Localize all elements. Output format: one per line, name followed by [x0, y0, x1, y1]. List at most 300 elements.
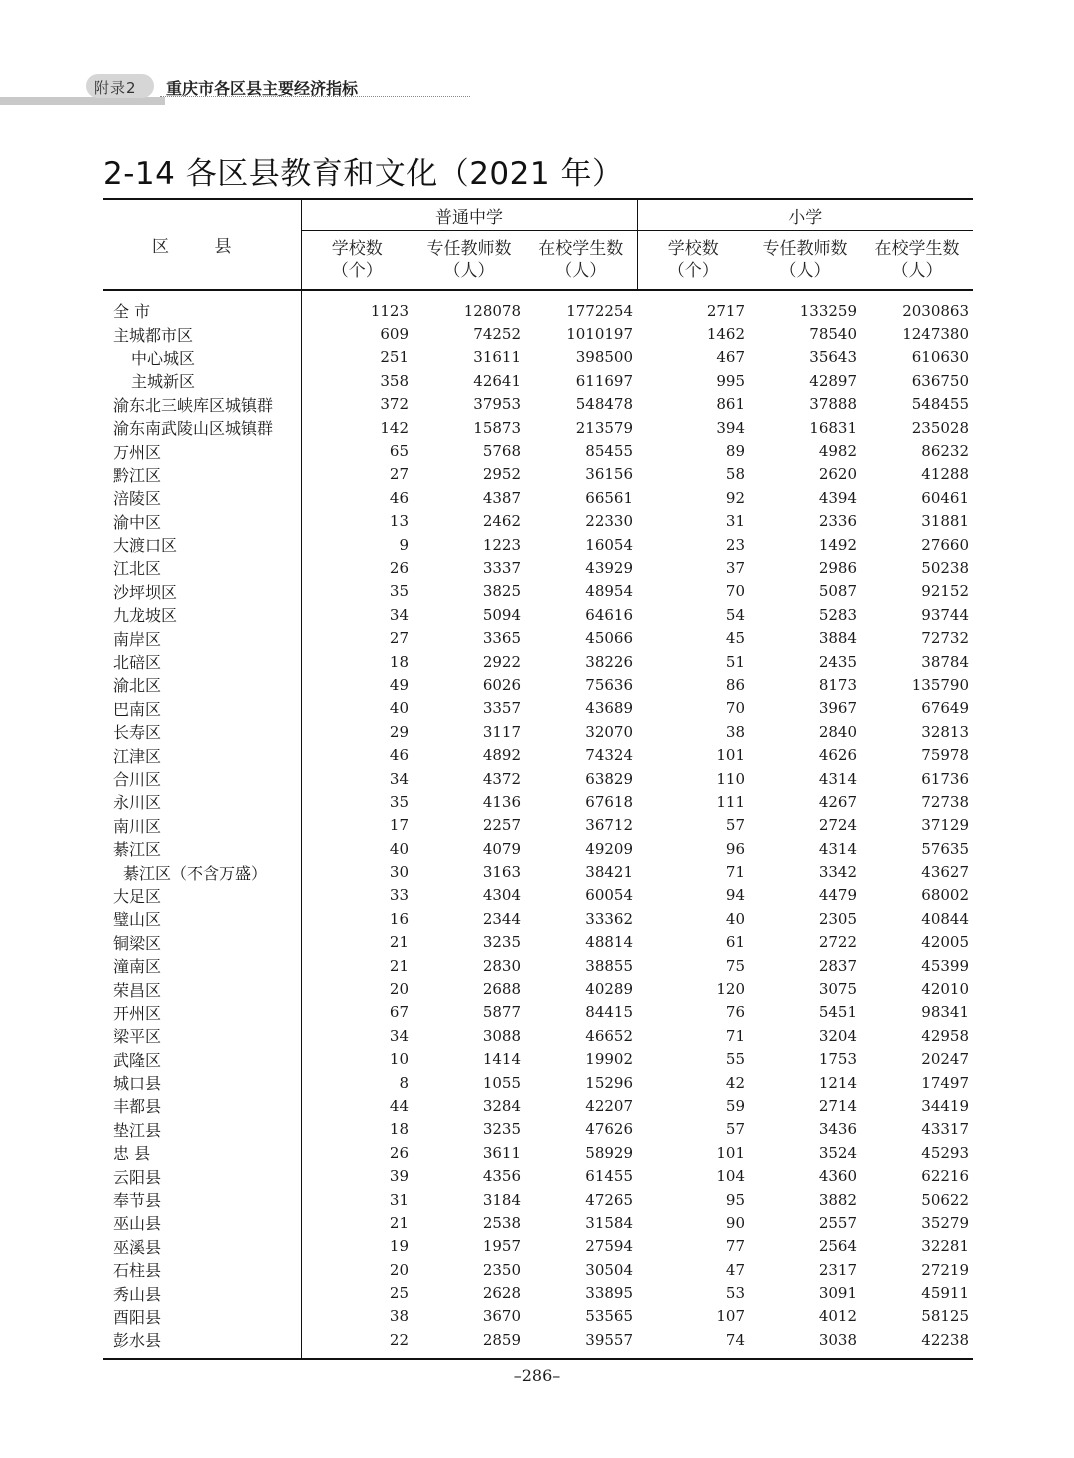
region-name: 酉阳县 — [103, 1305, 301, 1328]
table-cell: 110 — [716, 769, 745, 788]
table-cell: 611697 — [575, 371, 633, 390]
table-cell: 40 — [389, 839, 409, 858]
table-cell: 40289 — [585, 980, 633, 999]
table-row — [103, 743, 973, 766]
region-name: 南岸区 — [103, 626, 301, 649]
table-cell: 3235 — [482, 933, 521, 952]
table-cell: 78540 — [809, 325, 857, 344]
table-cell: 3436 — [818, 1120, 857, 1139]
column-header-name: 学校数 — [331, 239, 383, 259]
table-cell: 5087 — [818, 582, 857, 601]
table-cell: 1753 — [818, 1050, 857, 1069]
table-cell: 8 — [399, 1073, 409, 1092]
table-cell: 43929 — [585, 558, 633, 577]
table-cell: 74 — [637, 1328, 749, 1358]
table-cell: 3524 — [818, 1143, 857, 1162]
table-cell: 3117 — [482, 722, 521, 741]
table-cell: 29 — [389, 722, 409, 741]
table-cell: 37 — [725, 558, 745, 577]
table-cell: 33895 — [585, 1284, 633, 1303]
table-row — [103, 439, 973, 462]
table-cell: 98341 — [921, 1003, 969, 1022]
table-row — [103, 346, 973, 369]
table-cell: 1214 — [818, 1073, 857, 1092]
table-cell: 75 — [725, 956, 745, 975]
table-cell: 2859 — [413, 1328, 525, 1358]
table-cell: 68002 — [921, 886, 969, 905]
region-name: 渝东南武陵山区城镇群 — [103, 416, 301, 439]
table-cell: 75636 — [585, 675, 633, 694]
table-cell: 3088 — [482, 1026, 521, 1045]
column-header — [525, 231, 637, 291]
table-cell: 1772254 — [566, 301, 633, 320]
table-cell: 63829 — [585, 769, 633, 788]
column-header — [861, 231, 973, 291]
table-cell: 3204 — [818, 1026, 857, 1045]
table-cell: 50622 — [921, 1190, 969, 1209]
table-cell: 30504 — [585, 1260, 633, 1279]
table-cell: 75978 — [921, 746, 969, 765]
table-row — [103, 290, 973, 322]
table-cell: 251 — [380, 348, 409, 367]
table-cell: 2435 — [818, 652, 857, 671]
table-cell: 2564 — [818, 1237, 857, 1256]
table-cell: 2305 — [818, 909, 857, 928]
table-row — [103, 369, 973, 392]
region-name: 渝东北三峡库区城镇群 — [103, 393, 301, 416]
table-cell: 49209 — [585, 839, 633, 858]
table-cell: 62216 — [921, 1167, 969, 1186]
table-cell: 2317 — [818, 1260, 857, 1279]
table-cell: 33 — [389, 886, 409, 905]
table-row — [103, 837, 973, 860]
table-row — [103, 1048, 973, 1071]
region-name: 永川区 — [103, 790, 301, 813]
column-header-name: 专任教师数 — [426, 239, 512, 259]
table-cell: 4626 — [818, 746, 857, 765]
header-dotted-rule — [160, 96, 470, 97]
region-name: 开州区 — [103, 1001, 301, 1024]
table-cell: 3825 — [482, 582, 521, 601]
column-header-unit: （人） — [891, 261, 943, 281]
table-cell: 1957 — [482, 1237, 521, 1256]
region-name: 中心城区 — [103, 346, 301, 369]
table-cell: 2688 — [482, 980, 521, 999]
table-cell: 46 — [389, 746, 409, 765]
table-cell: 65 — [389, 442, 409, 461]
column-header — [413, 231, 525, 291]
table-cell: 2344 — [482, 909, 521, 928]
table-cell: 45911 — [921, 1284, 969, 1303]
table-cell: 21 — [389, 956, 409, 975]
table-cell: 45066 — [585, 629, 633, 648]
table-cell: 1414 — [482, 1050, 521, 1069]
column-header-name: 在校学生数 — [538, 239, 624, 259]
table-cell: 86232 — [921, 442, 969, 461]
region-name: 大渡口区 — [103, 533, 301, 556]
region-name: 主城都市区 — [103, 322, 301, 345]
table-cell: 20 — [389, 980, 409, 999]
region-name: 全 市 — [103, 290, 301, 322]
table-cell: 142 — [380, 418, 409, 437]
table-cell: 4479 — [818, 886, 857, 905]
column-header — [301, 231, 413, 291]
table-cell: 53 — [725, 1284, 745, 1303]
table-cell: 21 — [389, 1213, 409, 1232]
table-cell: 67649 — [921, 699, 969, 718]
table-cell: 213579 — [575, 418, 633, 437]
table-cell: 17 — [389, 816, 409, 835]
table-cell: 1055 — [482, 1073, 521, 1092]
table-cell: 4136 — [482, 792, 521, 811]
table-cell: 38 — [389, 1307, 409, 1326]
table-cell: 95 — [725, 1190, 745, 1209]
table-cell: 2717 — [706, 301, 745, 320]
region-name: 巫山县 — [103, 1211, 301, 1234]
table-cell: 70 — [725, 582, 745, 601]
table-cell: 2952 — [482, 465, 521, 484]
table-cell: 3670 — [482, 1307, 521, 1326]
table-cell: 57 — [725, 1120, 745, 1139]
table-cell: 72738 — [921, 792, 969, 811]
table-cell: 42207 — [585, 1096, 633, 1115]
table-cell: 18 — [389, 652, 409, 671]
region-name: 梁平区 — [103, 1024, 301, 1047]
table-cell: 3967 — [818, 699, 857, 718]
table-cell: 1010197 — [566, 325, 633, 344]
table-row — [103, 720, 973, 743]
table-cell: 34 — [389, 605, 409, 624]
region-name: 綦江区（不含万盛） — [103, 860, 301, 883]
region-name: 江北区 — [103, 556, 301, 579]
table-row — [103, 1188, 973, 1211]
table-cell: 372 — [380, 395, 409, 414]
table-cell: 4982 — [818, 442, 857, 461]
table-cell: 70 — [725, 699, 745, 718]
table-cell: 398500 — [575, 348, 633, 367]
table-cell: 85455 — [585, 442, 633, 461]
table-cell: 38 — [725, 722, 745, 741]
table-cell: 42238 — [861, 1328, 973, 1358]
table-cell: 107 — [716, 1307, 745, 1326]
table-cell: 16831 — [809, 418, 857, 437]
table-cell: 8173 — [818, 675, 857, 694]
region-name: 荣昌区 — [103, 977, 301, 1000]
table-cell: 2628 — [482, 1284, 521, 1303]
table-cell: 3882 — [818, 1190, 857, 1209]
table-cell: 33362 — [585, 909, 633, 928]
table-cell: 10 — [389, 1050, 409, 1069]
region-name: 城口县 — [103, 1071, 301, 1094]
table-cell: 47626 — [585, 1120, 633, 1139]
table-cell: 101 — [716, 1143, 745, 1162]
region-name: 奉节县 — [103, 1188, 301, 1211]
table-cell: 74252 — [473, 325, 521, 344]
region-name: 涪陵区 — [103, 486, 301, 509]
table-cell: 5094 — [482, 605, 521, 624]
table-cell: 43317 — [921, 1120, 969, 1139]
table-cell: 548478 — [575, 395, 633, 414]
table-cell: 1247380 — [902, 325, 969, 344]
table-cell: 38855 — [585, 956, 633, 975]
table-cell: 4394 — [818, 488, 857, 507]
table-cell: 67 — [389, 1003, 409, 1022]
table-cell: 548455 — [911, 395, 969, 414]
table-cell: 4387 — [482, 488, 521, 507]
column-header-name: 在校学生数 — [874, 239, 960, 259]
column-header-name: 学校数 — [667, 239, 719, 259]
region-name: 南川区 — [103, 814, 301, 837]
region-name: 巴南区 — [103, 697, 301, 720]
table-cell: 20 — [389, 1260, 409, 1279]
table-row — [103, 533, 973, 556]
table-cell: 4356 — [482, 1167, 521, 1186]
table-cell: 67618 — [585, 792, 633, 811]
table-cell: 26 — [389, 558, 409, 577]
table-cell: 92 — [725, 488, 745, 507]
table-cell: 31881 — [921, 512, 969, 531]
column-header-name: 专任教师数 — [762, 239, 848, 259]
table-cell: 9 — [399, 535, 409, 554]
table-row — [103, 650, 973, 673]
table-cell: 19902 — [585, 1050, 633, 1069]
table-cell: 71 — [725, 863, 745, 882]
table-cell: 3163 — [482, 863, 521, 882]
table-cell: 5877 — [482, 1003, 521, 1022]
table-cell: 358 — [380, 371, 409, 390]
table-cell: 2986 — [818, 558, 857, 577]
table-cell: 58 — [725, 465, 745, 484]
table-cell: 53565 — [585, 1307, 633, 1326]
table-cell: 120 — [716, 980, 745, 999]
table-cell: 60461 — [921, 488, 969, 507]
table-cell: 57 — [725, 816, 745, 835]
table-cell: 2922 — [482, 652, 521, 671]
table-cell: 42641 — [473, 371, 521, 390]
table-row — [103, 931, 973, 954]
table-cell: 34 — [389, 769, 409, 788]
table-cell: 30 — [389, 863, 409, 882]
region-name: 璧山区 — [103, 907, 301, 930]
table-cell: 38784 — [921, 652, 969, 671]
table-cell: 128078 — [463, 301, 521, 320]
table-row — [103, 463, 973, 486]
column-header-unit: （个） — [331, 261, 383, 281]
table-cell: 26 — [389, 1143, 409, 1162]
table-row — [103, 1328, 973, 1358]
region-name: 潼南区 — [103, 954, 301, 977]
table-cell: 39 — [389, 1167, 409, 1186]
table-row — [103, 626, 973, 649]
table-cell: 3884 — [818, 629, 857, 648]
table-cell: 135790 — [911, 675, 969, 694]
table-cell: 35 — [389, 792, 409, 811]
column-header-unit: （个） — [667, 261, 719, 281]
table-cell: 3235 — [482, 1120, 521, 1139]
region-name: 九龙坡区 — [103, 603, 301, 626]
region-name: 江津区 — [103, 743, 301, 766]
table-cell: 46 — [389, 488, 409, 507]
region-name: 忠 县 — [103, 1141, 301, 1164]
region-name: 丰都县 — [103, 1094, 301, 1117]
group-header-primary-school: 小学 — [637, 199, 973, 231]
table-cell: 3184 — [482, 1190, 521, 1209]
table-cell: 5451 — [818, 1003, 857, 1022]
table-cell: 41288 — [921, 465, 969, 484]
table-cell: 72732 — [921, 629, 969, 648]
table-row — [103, 416, 973, 439]
column-header-unit: （人） — [555, 261, 607, 281]
table-cell: 32813 — [921, 722, 969, 741]
table-cell: 45 — [725, 629, 745, 648]
region-name: 合川区 — [103, 767, 301, 790]
table-cell: 90 — [725, 1213, 745, 1232]
table-cell: 23 — [725, 535, 745, 554]
table-cell: 36712 — [585, 816, 633, 835]
group-header-middle-school: 普通中学 — [301, 199, 637, 231]
table-row — [103, 1235, 973, 1258]
table-cell: 32070 — [585, 722, 633, 741]
table-cell: 22330 — [585, 512, 633, 531]
table-cell: 1223 — [482, 535, 521, 554]
table-cell: 111 — [716, 792, 745, 811]
table-cell: 4372 — [482, 769, 521, 788]
table-row — [103, 1281, 973, 1304]
table-cell: 86 — [725, 675, 745, 694]
table-cell: 96 — [725, 839, 745, 858]
table-cell: 3284 — [482, 1096, 521, 1115]
header-accent-bar — [0, 97, 165, 105]
table-cell: 2350 — [482, 1260, 521, 1279]
table-cell: 54 — [725, 605, 745, 624]
table-cell: 609 — [380, 325, 409, 344]
region-name: 綦江区 — [103, 837, 301, 860]
table-cell: 16 — [389, 909, 409, 928]
region-name: 云阳县 — [103, 1164, 301, 1187]
table-cell: 47 — [725, 1260, 745, 1279]
table-cell: 610630 — [911, 348, 969, 367]
table-cell: 39557 — [525, 1328, 637, 1358]
table-cell: 2462 — [482, 512, 521, 531]
table-cell: 43689 — [585, 699, 633, 718]
table-cell: 58125 — [921, 1307, 969, 1326]
table-cell: 51 — [725, 652, 745, 671]
table-cell: 4892 — [482, 746, 521, 765]
table-cell: 45399 — [921, 956, 969, 975]
table-cell: 49 — [389, 675, 409, 694]
table-cell: 50238 — [921, 558, 969, 577]
region-name: 北碚区 — [103, 650, 301, 673]
table-row — [103, 860, 973, 883]
table-cell: 37129 — [921, 816, 969, 835]
page-title: 2-14 各区县教育和文化（2021 年） — [103, 156, 624, 192]
table-cell: 35279 — [921, 1213, 969, 1232]
table-cell: 36156 — [585, 465, 633, 484]
region-name: 石柱县 — [103, 1258, 301, 1281]
table-cell: 27219 — [921, 1260, 969, 1279]
table-cell: 2840 — [818, 722, 857, 741]
table-cell: 27660 — [921, 535, 969, 554]
table-cell: 45293 — [921, 1143, 969, 1162]
table-cell: 57635 — [921, 839, 969, 858]
page-number: –286– — [513, 1366, 561, 1385]
table-cell: 38421 — [585, 863, 633, 882]
table-cell: 18 — [389, 1120, 409, 1139]
table-row — [103, 603, 973, 626]
table-cell: 37888 — [809, 395, 857, 414]
table-cell: 34 — [389, 1026, 409, 1045]
table-row — [103, 580, 973, 603]
table-cell: 3091 — [818, 1284, 857, 1303]
table-cell: 42897 — [809, 371, 857, 390]
table-cell: 40844 — [921, 909, 969, 928]
table-cell: 1492 — [818, 535, 857, 554]
table-row — [103, 767, 973, 790]
table-cell: 4314 — [818, 839, 857, 858]
table-cell: 235028 — [911, 418, 969, 437]
table-row — [103, 393, 973, 416]
table-cell: 15873 — [473, 418, 521, 437]
table-cell: 64616 — [585, 605, 633, 624]
region-name: 铜梁区 — [103, 931, 301, 954]
table-row — [103, 1305, 973, 1328]
table-cell: 84415 — [585, 1003, 633, 1022]
table-row — [103, 790, 973, 813]
region-name: 黔江区 — [103, 463, 301, 486]
table-cell: 27594 — [585, 1237, 633, 1256]
column-header — [749, 231, 861, 291]
table-cell: 17497 — [921, 1073, 969, 1092]
table-cell: 61736 — [921, 769, 969, 788]
table-row — [103, 1024, 973, 1047]
table-cell: 42 — [725, 1073, 745, 1092]
table-row — [103, 1141, 973, 1164]
table-cell: 995 — [716, 371, 745, 390]
table-cell: 2557 — [818, 1213, 857, 1232]
table-row — [103, 486, 973, 509]
table-cell: 93744 — [921, 605, 969, 624]
table-cell: 5283 — [818, 605, 857, 624]
table-cell: 4012 — [818, 1307, 857, 1326]
table-cell: 16054 — [585, 535, 633, 554]
table-cell: 6026 — [482, 675, 521, 694]
table-cell: 3342 — [818, 863, 857, 882]
table-row — [103, 977, 973, 1000]
table-row — [103, 556, 973, 579]
table-cell: 2724 — [818, 816, 857, 835]
table-cell: 31 — [725, 512, 745, 531]
table-cell: 2620 — [818, 465, 857, 484]
table-cell: 2336 — [818, 512, 857, 531]
table-row — [103, 1071, 973, 1094]
table-cell: 2722 — [818, 933, 857, 952]
table-cell: 74324 — [585, 746, 633, 765]
table-cell: 2030863 — [902, 301, 969, 320]
table-cell: 4314 — [818, 769, 857, 788]
table-cell: 4267 — [818, 792, 857, 811]
table-cell: 58929 — [585, 1143, 633, 1162]
table-row — [103, 1118, 973, 1141]
column-header-unit: （人） — [443, 261, 495, 281]
table-cell: 4304 — [482, 886, 521, 905]
table-cell: 77 — [725, 1237, 745, 1256]
table-row — [103, 1094, 973, 1117]
education-culture-table — [103, 198, 973, 1360]
table-cell: 21 — [389, 933, 409, 952]
table-cell: 3075 — [818, 980, 857, 999]
table-cell: 47265 — [585, 1190, 633, 1209]
table-cell: 32281 — [921, 1237, 969, 1256]
